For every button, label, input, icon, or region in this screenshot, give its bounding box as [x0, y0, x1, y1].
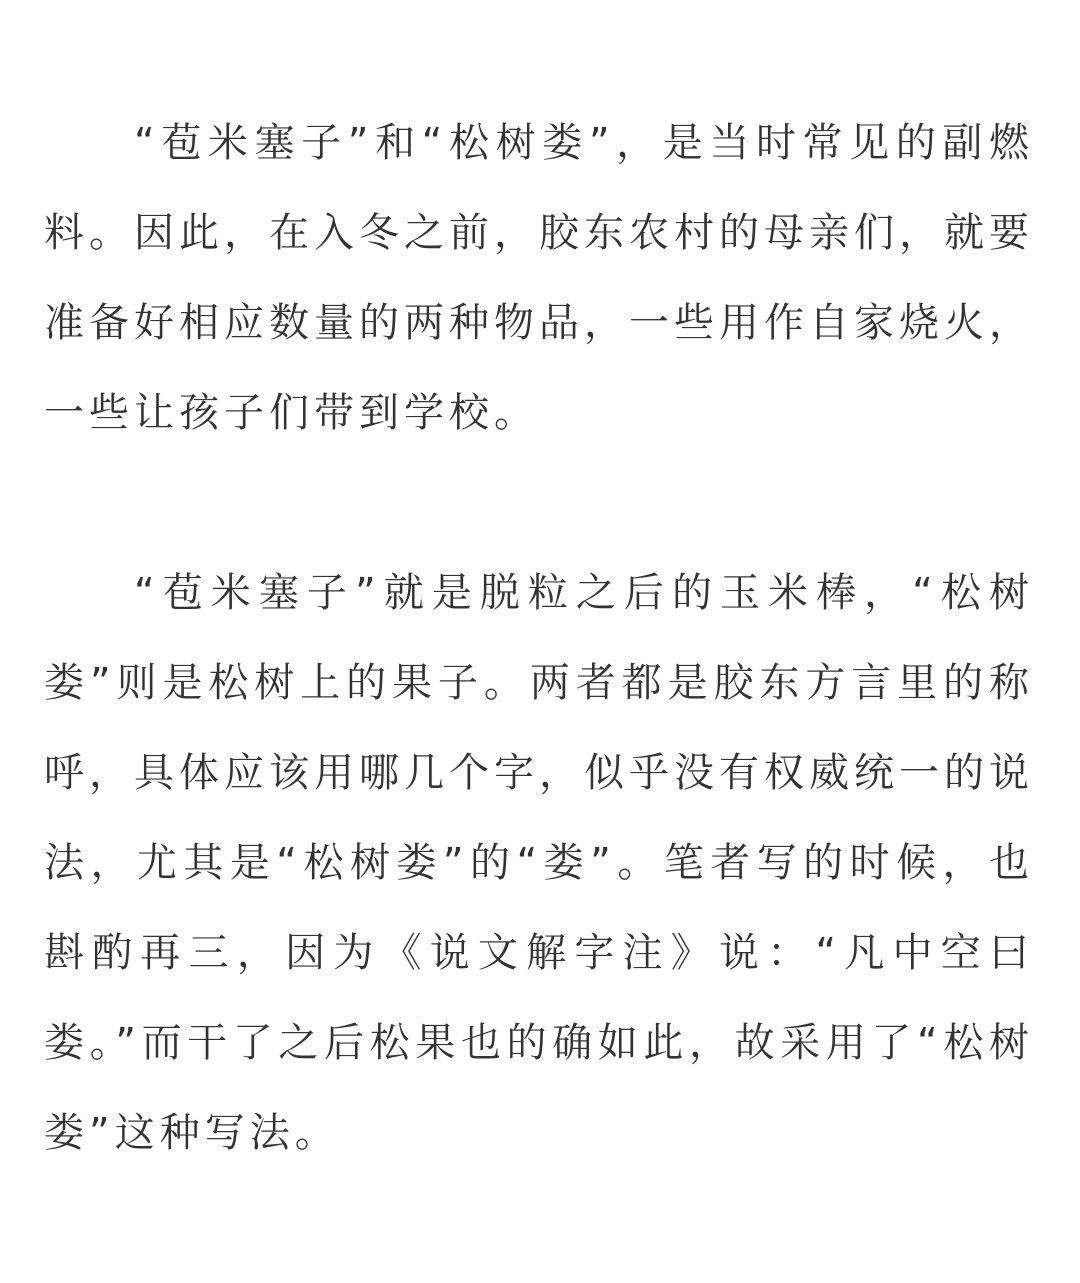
article-body [44, 98, 1034, 1178]
paragraph-1: “苞米塞子”和“松树娄”，是当时常见的副燃料。因此，在入冬之前，胶东农村的母亲们，就要准备好相应数量的两种物品，一些用作自家烧火，一些让孩子们带到学校。 [44, 120, 1034, 436]
paragraph-2: “苞米塞子”就是脱粒之后的玉米棒，“松树娄”则是松树上的果子。两者都是胶东方言里的称呼，具体应该用哪几个字，似乎没有权威统一的说法，尤其是“松树娄”的“娄”。笔者写的时候，也斟酌再三，因为《说文解字注》说：“凡中空曰娄。”而干了之后松果也的确如此，故采用了“松树娄”这种写法。 [44, 570, 1034, 1156]
